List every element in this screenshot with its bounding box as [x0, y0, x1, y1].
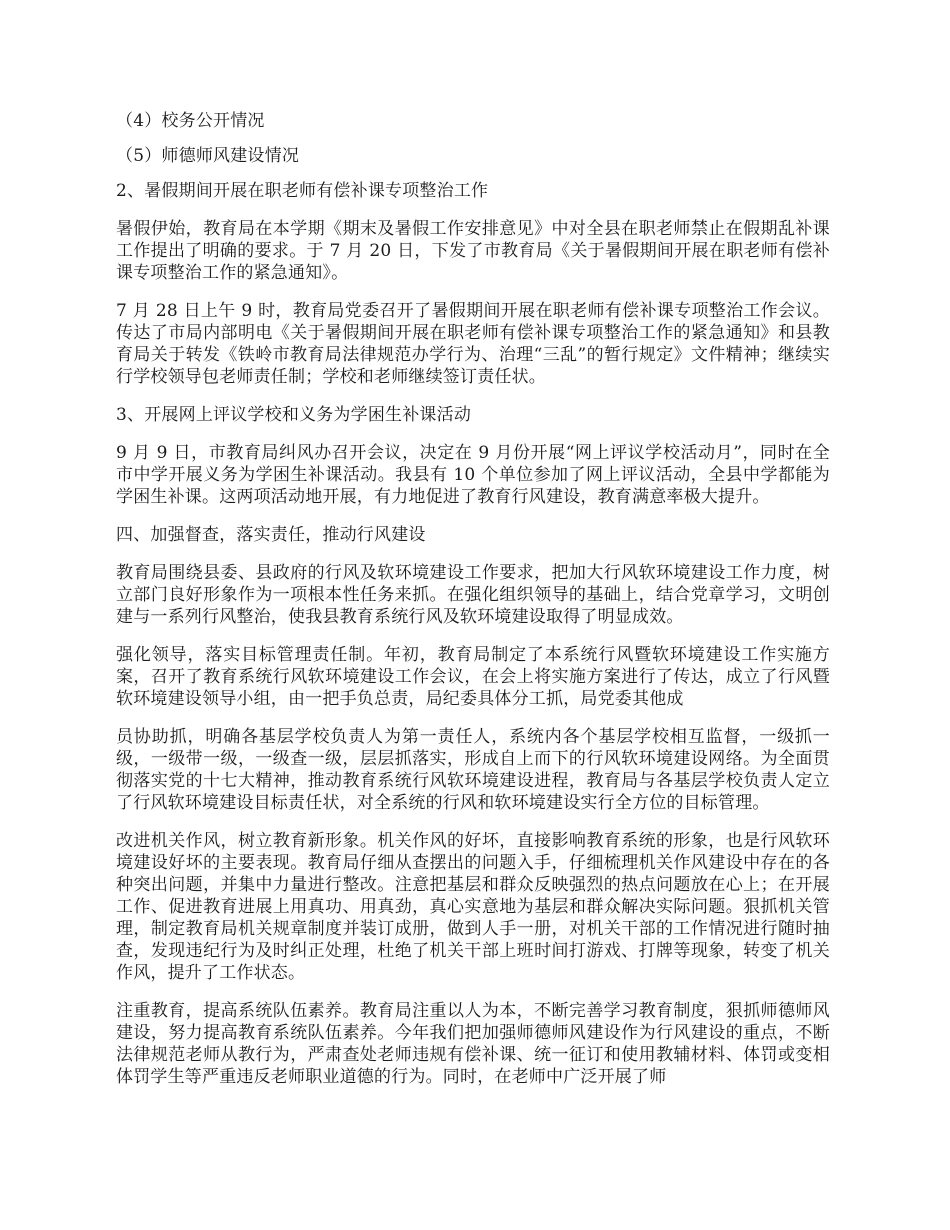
paragraph-work-requirements: 教育局围绕县委、县政府的行风及软环境建设工作要求，把加大行风软环境建设工作力度，树立部门良好形象作为一项根本性任务来抓。在强化组织领导的基础上，结合党章学习，文明创建与一系列行风整治，使我县教育系统行风及软环境建设取得了明显成效。 [116, 563, 830, 627]
paragraph-responsibility-network: 员协助抓，明确各基层学校负责人为第一责任人，系统内各个基层学校相互监督，一级抓一级，一级带一级，一级查一级，层层抓落实，形成自上而下的行风软环境建设网络。为全面贯彻落实党的十七大精神，推动教育系统行风软环境建设进程，教育局与各基层学校负责人定立了行风软环境建设目标责任状，对全系统的行风和软环境建设实行全方位的目标管理。 [116, 727, 830, 813]
paragraph-team-quality: 注重教育，提高系统队伍素养。教育局注重以人为本，不断完善学习教育制度，狠抓师德师风建设，努力提高教育系统队伍素养。今年我们把加强师德师风建设作为行风建设的重点，不断法律规范老师从教行为，严肃查处老师违规有偿补课、统一征订和使用教辅材料、体罚或变相体罚学生等严重违反老师职业道德的行为。同时，在老师中广泛开展了师 [116, 1001, 830, 1087]
section-heading-supervision: 四、加强督查，落实责任，推动行风建设 [116, 525, 426, 545]
section-heading-summer-tutoring: 2、暑假期间开展在职老师有偿补课专项整治工作 [116, 181, 489, 201]
paragraph-summer-notice: 暑假伊始，教育局在本学期《期末及暑假工作安排意见》中对全县在职老师禁止在假期乱补课工作提出了明确的要求。于 7 月 20 日，下发了市教育局《关于暑假期间开展在职老师有偿补课专项整治工作的紧急通知》。 [116, 219, 830, 283]
paragraph-september-activity: 9 月 9 日，市教育局纠风办召开会议，决定在 9 月份开展“网上评议学校活动月”，同时在全市中学开展义务为学困生补课活动。我县有 10 个单位参加了网上评议活动，全县中学都能为学困生补课。这两项活动地开展，有力地促进了教育行风建设，教育满意率极大提升。 [116, 443, 830, 507]
item-school-affairs-publicity: （4）校务公开情况 [116, 111, 265, 131]
section-heading-online-review: 3、开展网上评议学校和义务为学困生补课活动 [116, 405, 472, 425]
paragraph-agency-style: 改进机关作风，树立教育新形象。机关作风的好坏，直接影响教育系统的形象，也是行风软环境建设好坏的主要表现。教育局仔细从查摆出的问题入手，仔细梳理机关作风建设中存在的各种突出问题，并集中力量进行整改。注意把基层和群众反映强烈的热点问题放在心上；在开展工作、促进教育进展上用真功、用真劲，真心实意地为基层和群众解决实际问题。狠抓机关管理，制定教育局机关规章制度并装订成册，做到人手一册，对机关干部的工作情况进行随时抽查，发现违纪行为及时纠正处理，杜绝了机关干部上班时间打游戏、打牌等现象，转变了机关作风，提升了工作状态。 [116, 831, 830, 983]
paragraph-july-meeting: 7 月 28 日上午 9 时，教育局党委召开了暑假期间开展在职老师有偿补课专项整治工作会议。传达了市局内部明电《关于暑假期间开展在职老师有偿补课专项整治工作的紧急通知》和县教育局关于转发《铁岭市教育局法律规范办学行为、治理“三乱”的暂行规定》文件精神；继续实行学校领导包老师责任制；学校和老师继续签订责任状。 [116, 301, 830, 387]
paragraph-leadership: 强化领导，落实目标管理责任制。年初，教育局制定了本系统行风暨软环境建设工作实施方案，召开了教育系统行风软环境建设工作会议，在会上将实施方案进行了传达，成立了行风暨软环境建设领导小组，由一把手负总责，局纪委具体分工抓，局党委其他成 [116, 645, 830, 709]
item-teacher-ethics: （5）师德师风建设情况 [116, 146, 300, 166]
